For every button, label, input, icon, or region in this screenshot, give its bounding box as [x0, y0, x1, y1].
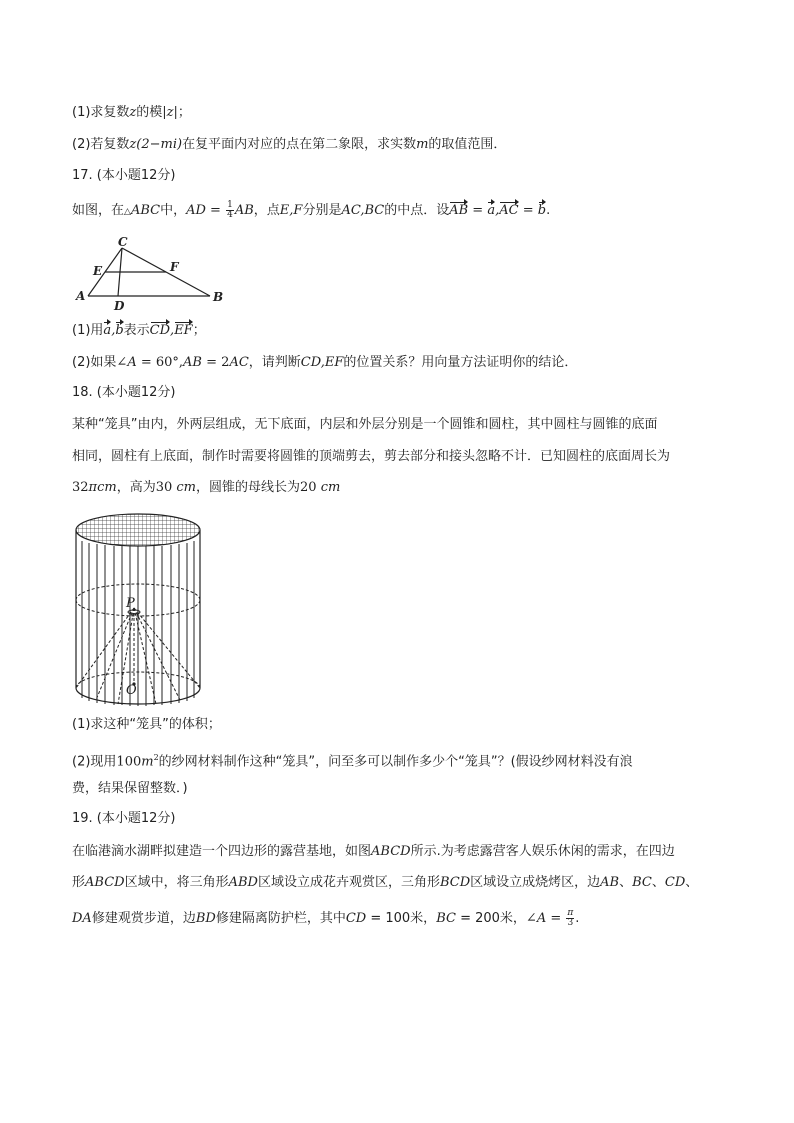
q17-part2: [72, 354, 577, 372]
math: AD: [186, 203, 206, 218]
q17-header: 17. (本小题12分): [72, 168, 176, 183]
label-o: O: [126, 683, 137, 698]
math: ABCD: [371, 844, 411, 859]
math: =: [468, 203, 488, 218]
text: (2)现用: [72, 754, 117, 770]
text: 区域中，将三角形: [124, 875, 229, 890]
math: CD: [664, 875, 686, 890]
punct: .: [575, 911, 580, 926]
label-c: C: [118, 235, 128, 249]
expr: z(2−mi): [129, 137, 183, 152]
text: 在临港滴水湖畔拟建造一个四边形的露营基地，如图: [72, 844, 372, 859]
text: (2)若复数: [72, 137, 130, 152]
modulus: |z|: [162, 105, 178, 120]
text: 的位置关系？用向量方法证明你的结论．: [343, 355, 578, 370]
vector-b: b: [115, 323, 124, 338]
q17-stem: [72, 201, 550, 221]
math: BC: [632, 875, 652, 890]
vector-ab: AB: [449, 203, 469, 218]
math: ABD: [228, 875, 258, 890]
triangle-figure: [74, 234, 234, 314]
vector-a: a: [487, 203, 496, 218]
label-p: P: [126, 596, 135, 611]
q18-part2-line1: [72, 749, 633, 771]
text: 的模: [136, 105, 163, 120]
text: 区域设立成烧烤区，边: [470, 875, 601, 890]
text: 在复平面内对应的点在第二象限，求实数: [182, 137, 417, 152]
text: 的纱网材料制作这种“笼具”，问至多可以制作多少个“笼具”？(假设纱网材料没有浪: [158, 754, 633, 770]
unit: cm: [176, 480, 197, 495]
punct: ；: [177, 105, 191, 120]
text: 修建隔离防护栏，其中: [215, 911, 346, 926]
math: =: [518, 203, 538, 218]
text: ，请判断: [248, 355, 301, 370]
label-a: A: [76, 289, 86, 303]
q18-line3: [72, 479, 340, 497]
punct: 、: [651, 875, 665, 890]
math: ABCD: [85, 875, 125, 890]
text: 修建观赏步道，边: [91, 911, 196, 926]
punct: ,: [170, 323, 175, 338]
unit: cm: [97, 480, 117, 495]
math: = 200米，: [455, 911, 526, 926]
vector-ef: EF: [174, 323, 193, 338]
text: (1)求复数: [72, 105, 130, 120]
math: =: [205, 203, 226, 218]
math: DA: [72, 911, 92, 926]
math: BCD: [439, 875, 471, 890]
math: AB: [600, 875, 620, 890]
math: AC: [229, 355, 249, 370]
math: CD: [345, 911, 367, 926]
var-m: m: [416, 137, 429, 152]
math: CD,EF: [300, 355, 344, 370]
q18-part2-line2: 费，结果保留整数．): [72, 781, 188, 796]
math: BD: [195, 911, 216, 926]
math: π: [88, 480, 98, 495]
q18-header: 18. (本小题12分): [72, 385, 176, 400]
text: 形: [72, 875, 86, 890]
math: ∠A: [525, 911, 547, 926]
triangle-symbol: △: [124, 207, 131, 217]
text: (1)用: [72, 323, 104, 338]
cage-figure: [70, 508, 206, 712]
math: 20: [300, 480, 317, 495]
q19-line2: [72, 874, 698, 892]
text: 区域设立成花卉观赏区，三角形: [257, 875, 440, 890]
text: ，点: [253, 203, 280, 218]
frac-den: 3: [567, 918, 574, 928]
q18-line2: 相同，圆柱有上底面，制作时需要将圆锥的顶端剪去，剪去部分和接头忽略不计．已知圆柱的底面周长为: [72, 449, 671, 464]
text: 表示: [123, 323, 150, 338]
math: 32: [72, 480, 89, 495]
text: 中，: [160, 203, 187, 218]
math: BC: [436, 911, 456, 926]
frac-num: π: [567, 908, 574, 918]
text: 的中点．设: [384, 203, 450, 218]
math: = 100米，: [366, 911, 437, 926]
text: ，圆锥的母线长为: [196, 480, 301, 495]
math: = 60°,: [136, 355, 184, 370]
unit: cm: [320, 480, 341, 495]
frac-num: 1: [227, 200, 233, 210]
unit: m: [141, 754, 154, 770]
math: 30: [155, 480, 173, 495]
math: AB: [234, 203, 254, 218]
vector-a: a: [103, 323, 112, 338]
q18-part1: (1)求这种“笼具”的体积；: [72, 717, 221, 732]
q16-part2: [72, 136, 506, 154]
math: AB: [183, 355, 202, 370]
q19-header: 19. (本小题12分): [72, 811, 176, 826]
punct: .: [546, 203, 551, 218]
math: ABC: [130, 203, 161, 218]
punct: ,: [495, 203, 500, 218]
q18-line1: 某种“笼具”由内，外两层组成，无下底面，内层和外层分别是一个圆锥和圆柱，其中圆柱与圆锥的底面: [72, 417, 658, 432]
math: ∠A: [116, 355, 137, 370]
punct: 、: [619, 875, 633, 890]
text: (2)如果: [72, 355, 117, 370]
punct: 、: [685, 875, 699, 890]
q16-part1: [72, 104, 191, 122]
label-d: D: [114, 299, 125, 313]
fraction: [566, 909, 574, 928]
fraction: [226, 201, 234, 220]
text: 的取值范围．: [428, 137, 507, 152]
text: ，高为: [116, 480, 156, 495]
text: 所示.为考虑露营客人娱乐休闲的需求，在四边: [410, 844, 675, 859]
var-z: z: [129, 105, 137, 120]
punct: ；: [192, 323, 206, 338]
superscript: 2: [153, 753, 159, 762]
math: =: [546, 911, 566, 926]
label-f: F: [170, 260, 179, 274]
frac-den: 4: [227, 210, 233, 220]
q17-part1: [72, 322, 206, 340]
q19-line3: [72, 909, 579, 928]
label-e: E: [93, 264, 103, 278]
vector-cd: CD: [149, 323, 171, 338]
text: 如图，在: [72, 203, 125, 218]
vector-ac: AC: [499, 203, 519, 218]
math: 100: [116, 754, 142, 770]
label-b: B: [213, 290, 224, 304]
math: = 2: [202, 355, 230, 370]
q19-line1: [72, 843, 675, 861]
math: AC,BC: [341, 203, 385, 218]
punct: ,: [111, 323, 116, 338]
math: E,F: [279, 203, 303, 218]
vector-b: b: [537, 203, 547, 218]
text: 分别是: [302, 203, 342, 218]
